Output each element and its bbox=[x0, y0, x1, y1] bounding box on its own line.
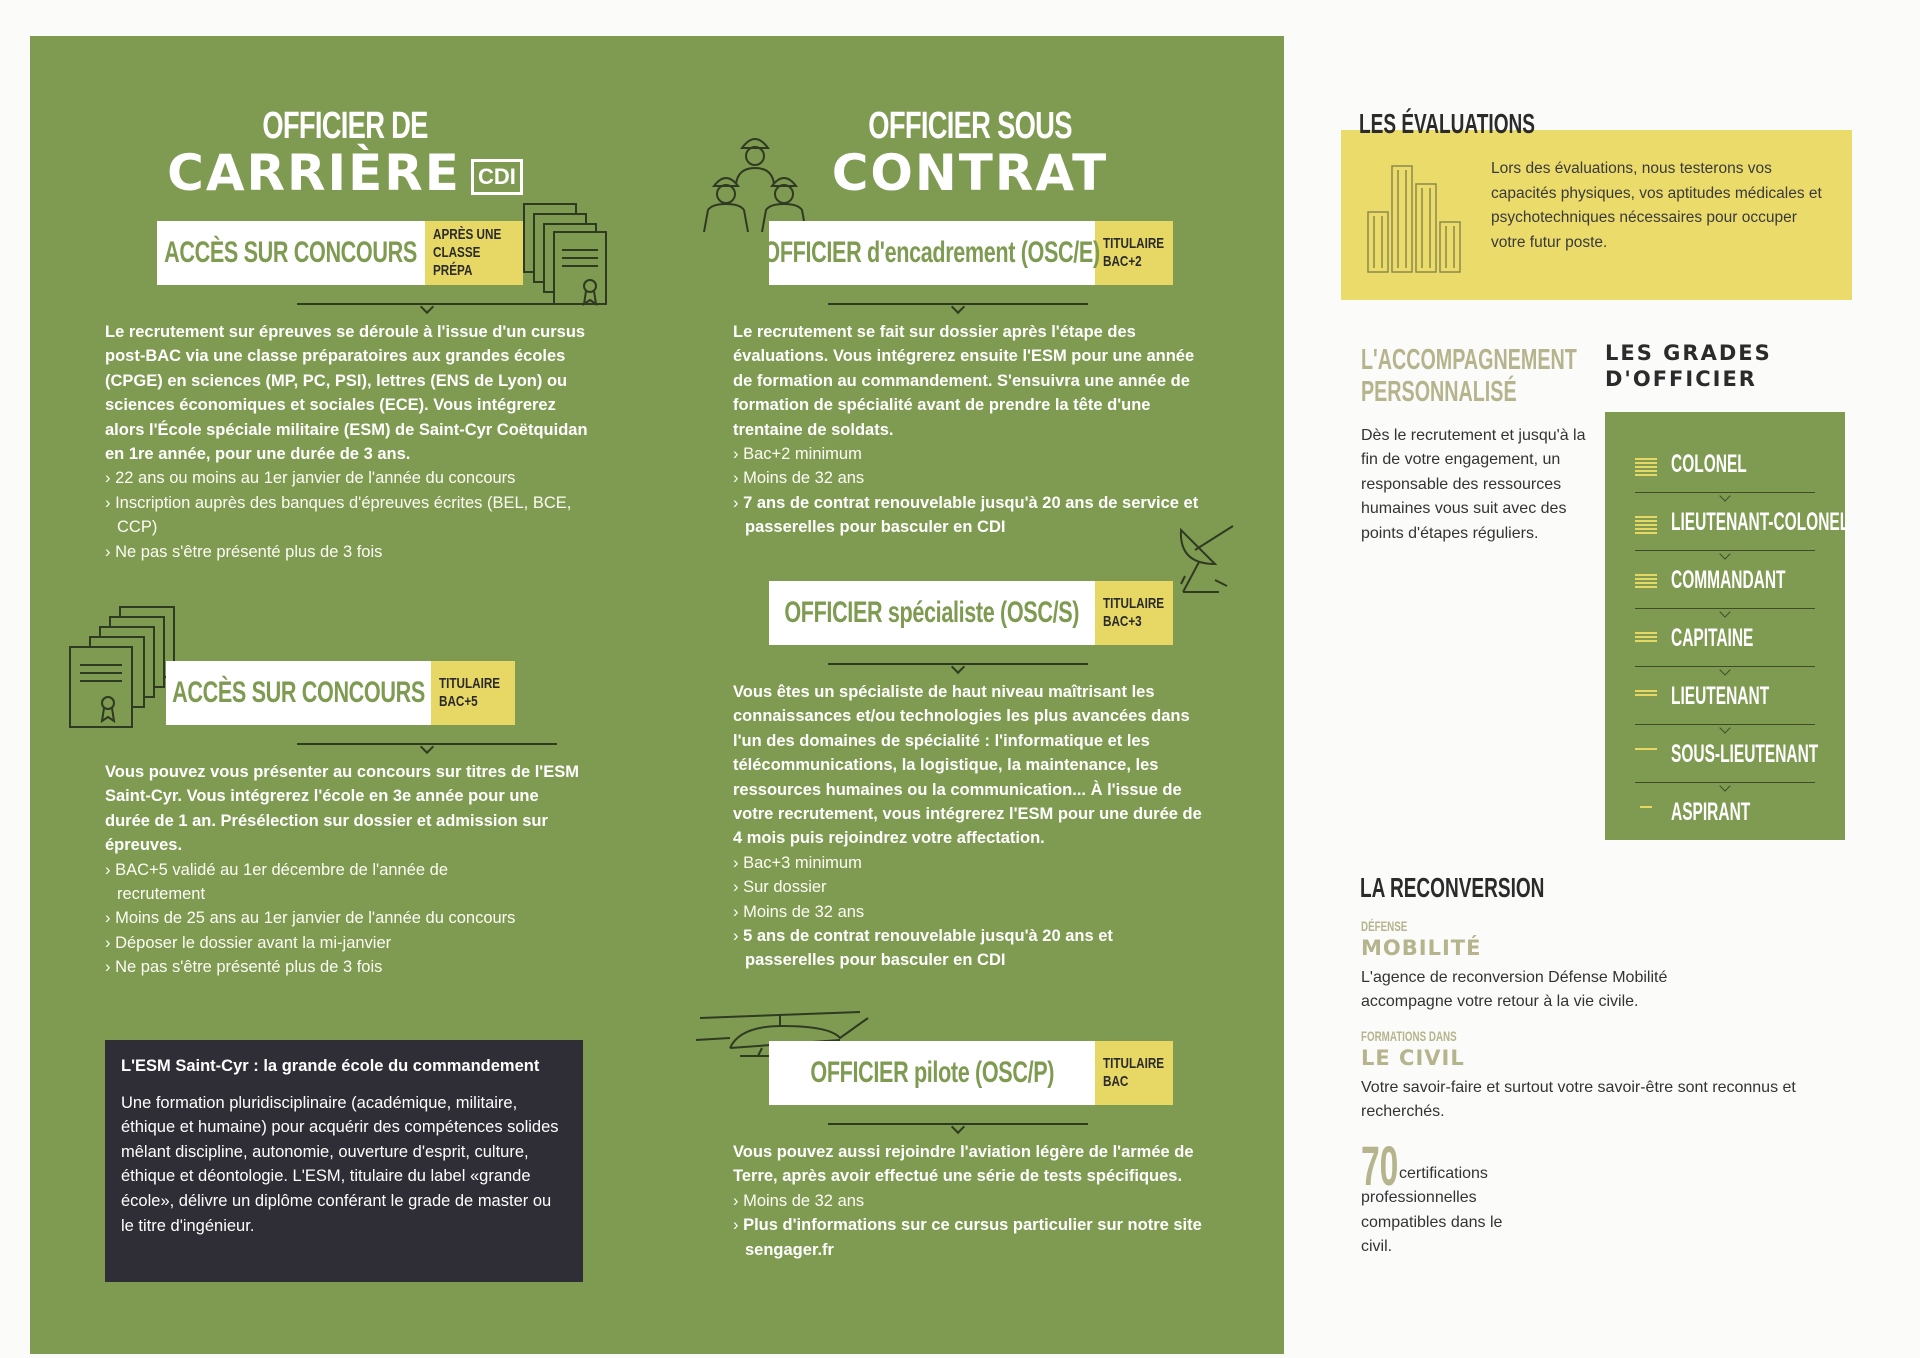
reconversion-title: LA RECONVERSION bbox=[1360, 872, 1545, 903]
grade-commandant bbox=[1605, 554, 1845, 612]
osc-p-text bbox=[733, 1140, 1213, 1262]
list-item: › Déposer le dossier avant la mi-janvier bbox=[105, 931, 585, 955]
divider bbox=[828, 303, 1088, 315]
divider bbox=[828, 663, 1088, 675]
grade-label: LIEUTENANT bbox=[1671, 682, 1770, 710]
list-item: › Ne pas s'être présenté plus de 3 fois bbox=[105, 955, 585, 979]
grade-lieutenant-colonel bbox=[1605, 496, 1850, 554]
diploma-stack-icon bbox=[68, 605, 180, 735]
pill-label: ACCÈS SUR CONCOURS bbox=[164, 236, 418, 269]
pill-tag: TITULAIRE BAC+5 bbox=[439, 675, 501, 710]
le-civil-label: LE CIVIL bbox=[1361, 1046, 1465, 1070]
pill-tag: TITULAIRE BAC+2 bbox=[1103, 235, 1165, 270]
block-intro: Vous pouvez vous présenter au concours sur titres de l'ESM Saint-Cyr. Vous intégrerez l'école en 3e année pour une durée de 1 an. Présélection sur dossier et admission sur épreuves. bbox=[105, 763, 579, 855]
accompagnement-text: Dès le recrutement et jusqu'à la fin de votre engagement, un responsable des ressources humaines vous suit avec des points d'étapes réguliers. bbox=[1361, 427, 1586, 542]
pill-tag: TITULAIRE BAC+3 bbox=[1103, 595, 1165, 630]
carriere-block2-text bbox=[105, 760, 585, 980]
list-item: › Bac+3 minimum bbox=[733, 851, 1213, 875]
list-item: › Moins de 32 ans bbox=[733, 466, 1213, 490]
rank-insignia-icon bbox=[1635, 516, 1657, 536]
divider bbox=[828, 1123, 1088, 1135]
grade-colonel bbox=[1605, 438, 1845, 496]
osc-s-pill bbox=[769, 581, 1173, 645]
grades-title bbox=[1605, 340, 1772, 392]
cdi-badge: CDI bbox=[471, 159, 523, 195]
list-item: › Ne pas s'être présenté plus de 3 fois bbox=[105, 540, 595, 564]
mobilite-label: MOBILITÉ bbox=[1361, 936, 1482, 960]
accompagnement-title-line2: PERSONNALISÉ bbox=[1361, 376, 1517, 408]
pill-tag: APRÈS UNE CLASSE PRÉPA bbox=[433, 226, 502, 279]
block-intro: Vous êtes un spécialiste de haut niveau maîtrisant les connaissances et/ou technologies les plus avancées dans l'un des domaines de spécialité : l'informatique et les télécommunications, la logistique, la maintenance, les ressources humaines ou la communication... À l'issue de votre recrutement, vous intégrerez l'ESM pour une durée de 4 mois puis rejoindrez votre affectation. bbox=[733, 683, 1202, 848]
satellite-dish-icon bbox=[1175, 520, 1245, 600]
list-item: › Moins de 25 ans au 1er janvier de l'année du concours bbox=[105, 906, 585, 930]
list-item: › BAC+5 validé au 1er décembre de l'année de recrutement bbox=[105, 858, 475, 907]
list-item: › Bac+2 minimum bbox=[733, 442, 1213, 466]
rank-insignia-icon bbox=[1635, 458, 1657, 478]
grade-label: COLONEL bbox=[1671, 450, 1747, 478]
grade-sous-lieutenant bbox=[1605, 728, 1845, 786]
list-item-bold: › Plus d'informations sur ce cursus particulier sur notre site sengager.fr bbox=[733, 1213, 1213, 1262]
defense-label: DÉFENSE bbox=[1361, 918, 1408, 934]
osc-s-text bbox=[733, 680, 1213, 973]
soldiers-group-icon bbox=[700, 128, 810, 236]
osc-e-pill bbox=[763, 221, 1173, 285]
grade-label: ASPIRANT bbox=[1671, 798, 1751, 826]
evaluations-text: Lors des évaluations, nous testerons vos capacités physiques, vos aptitudes médicales et psychotechniques nécessaires pour occuper votre futur poste. bbox=[1491, 160, 1822, 251]
acces-concours-bac5-pill bbox=[166, 661, 515, 725]
pill-tag: TITULAIRE BAC bbox=[1103, 1055, 1165, 1090]
grades-title-line2: D'OFFICIER bbox=[1605, 367, 1757, 391]
grade-lieutenant bbox=[1605, 670, 1845, 728]
pill-label: ACCÈS SUR CONCOURS bbox=[172, 676, 425, 709]
list-item: › Sur dossier bbox=[733, 875, 1213, 899]
list-item: › Moins de 32 ans bbox=[733, 1189, 1213, 1213]
officier-sous-contrat-title bbox=[805, 106, 1135, 200]
rank-insignia-icon bbox=[1635, 632, 1657, 644]
title-line2: CARRIÈRE bbox=[167, 144, 461, 202]
acces-concours-prepa-pill bbox=[157, 221, 523, 285]
grade-aspirant bbox=[1605, 786, 1845, 844]
title-line1: OFFICIER SOUS bbox=[868, 105, 1072, 147]
certifications-text: certifications professionnelles compatibles dans le civil. bbox=[1361, 1165, 1503, 1256]
title-line2: CONTRAT bbox=[831, 144, 1109, 202]
block-intro: Vous pouvez aussi rejoindre l'aviation légère de l'armée de Terre, après avoir effectué une série de tests spécifiques. bbox=[733, 1143, 1194, 1186]
list-item: › Inscription auprès des banques d'épreuves écrites (BEL, BCE, CCP) bbox=[105, 491, 595, 540]
grade-label: LIEUTENANT-COLONEL bbox=[1671, 508, 1850, 536]
block-intro: Le recrutement sur épreuves se déroule à l'issue d'un cursus post-BAC via une classe préparatoires aux grandes écoles (CPGE) en sciences (MP, PC, PSI), lettres (ENS de Lyon) ou sciences économiques et sociales (ECE). Vous intégrerez alors l'École spéciale militaire (ESM) de Saint-Cyr Coëtquidan en 1re année, pour une durée de 3 ans. bbox=[105, 323, 588, 464]
evaluations-title: LES ÉVALUATIONS bbox=[1359, 108, 1535, 139]
carriere-block1-text bbox=[105, 320, 595, 564]
list-item: › Moins de 32 ans bbox=[733, 900, 1213, 924]
rank-insignia-icon bbox=[1635, 690, 1657, 698]
bar-chart-icon bbox=[1364, 160, 1468, 274]
pill-label: OFFICIER spécialiste (OSC/S) bbox=[784, 596, 1080, 629]
esm-info-box bbox=[105, 1040, 583, 1282]
divider bbox=[297, 743, 557, 755]
title-line1: OFFICIER DE bbox=[262, 105, 428, 147]
officier-de-carriere-title bbox=[145, 106, 545, 200]
grades-list bbox=[1605, 412, 1850, 840]
rank-insignia-icon bbox=[1635, 574, 1657, 590]
grade-label: COMMANDANT bbox=[1671, 566, 1786, 594]
osc-e-text bbox=[733, 320, 1213, 540]
reconversion-text1: L'agence de reconversion Défense Mobilité accompagne votre retour à la vie civile. bbox=[1361, 969, 1668, 1011]
grades-title-line1: LES GRADES bbox=[1605, 341, 1772, 365]
pill-label: OFFICIER pilote (OSC/P) bbox=[810, 1056, 1054, 1089]
osc-p-pill bbox=[769, 1041, 1173, 1105]
reconversion-text2: Votre savoir-faire et surtout votre savoir-être sont reconnus et recherchés. bbox=[1361, 1079, 1796, 1121]
esm-box-body: Une formation pluridisciplinaire (académique, militaire, éthique et humaine) pour acquérir des compétences solides mêlant discipline, autonomie, ouverture d'esprit, culture, éthique et déontologie. L'ESM, titulaire du label «grande école», délivre un diplôme conférant le grade de master ou le titre d'ingénieur. bbox=[121, 1093, 559, 1235]
certifications-number: 70 bbox=[1361, 1134, 1399, 1197]
diploma-stack-icon bbox=[520, 200, 610, 320]
divider bbox=[297, 303, 557, 315]
list-item-bold: › 7 ans de contrat renouvelable jusqu'à 20 ans de service et passerelles pour basculer en CDI bbox=[733, 491, 1213, 540]
rank-insignia-icon bbox=[1635, 748, 1657, 752]
rank-insignia-icon bbox=[1635, 806, 1657, 810]
pill-label: OFFICIER d'encadrement (OSC/E) bbox=[763, 236, 1101, 269]
grade-label: CAPITAINE bbox=[1671, 624, 1754, 652]
list-item-bold: › 5 ans de contrat renouvelable jusqu'à 20 ans et passerelles pour basculer en CDI bbox=[733, 924, 1153, 973]
esm-box-heading: L'ESM Saint-Cyr : la grande école du commandement bbox=[121, 1057, 540, 1075]
formations-label: FORMATIONS DANS bbox=[1361, 1028, 1457, 1044]
grade-capitaine bbox=[1605, 612, 1845, 670]
accompagnement-title-line1: L'ACCOMPAGNEMENT bbox=[1361, 344, 1577, 376]
block-intro: Le recrutement se fait sur dossier après l'étape des évaluations. Vous intégrerez ensuite l'ESM pour une année de formation au commandement. S'ensuivra une année de formation de spécialité avant de prendre la tête d'une trentaine de soldats. bbox=[733, 323, 1195, 439]
list-item: › 22 ans ou moins au 1er janvier de l'année du concours bbox=[105, 466, 595, 490]
grade-label: SOUS-LIEUTENANT bbox=[1671, 740, 1819, 768]
